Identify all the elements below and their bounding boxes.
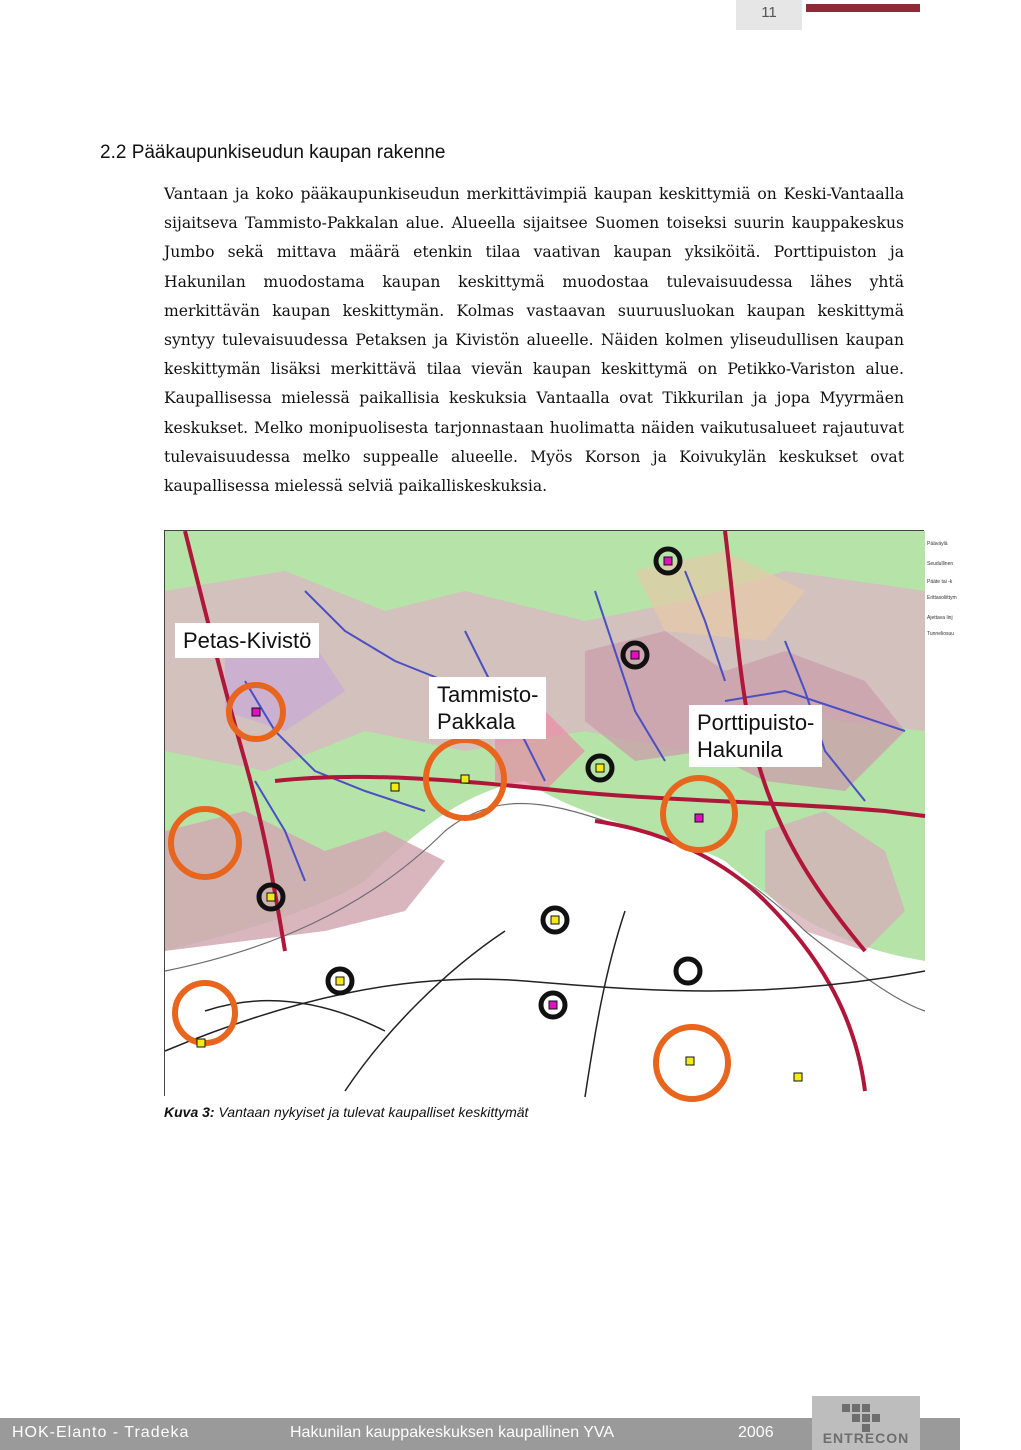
legend-item: Pääväylä [927,541,948,547]
entrecon-logo [812,1396,920,1450]
legend-item: Tunneliosuu [927,631,955,637]
footer-year: 2006 [738,1424,774,1441]
legend-item: Erittasoliittym [927,595,957,601]
logo-text: ENTRECON [822,1430,910,1446]
caption-text: Vantaan nykyiset ja tulevat kaupalliset keskittymät [218,1104,529,1120]
header-accent-bar [806,4,920,12]
legend-item: Seudullinen [927,561,954,567]
page-number: 11 [761,4,777,21]
label-porttipuisto-hakunila: Porttipuisto- Hakunila [689,705,822,767]
figure-caption [164,1104,528,1120]
body-paragraph: Vantaan ja koko pääkaupunkiseudun merkittävimpiä kaupan keskittymiä on Keski-Vantaalla sijaitseva Tammisto-Pakkalan alue. Alueella sijaitsee Suomen toiseksi suurin kauppakeskus Jumbo sekä mittava määrä etenkin tilaa vaativan kaupan yksiköitä. Porttipuiston ja Hakunilan muodostama kaupan keskittymä muodostaa tulevaisuudessa lähes yhtä merkittävän kaupan keskittymän. Kolmas vastaavan suuruusluokan kaupan keskittymä syntyy tulevaisuudessa Petaksen ja Kivistön alueelle. Näiden kolmen yliseudullisen kaupan keskittymän lisäksi merkittävä tilaa vievän kaupan keskittymä on Petikko-Variston alue. Kaupallisessa mielessä paikallisia keskuksia Vantaalla ovat Tikkurilan ja jopa Myyrmäen keskukset. Melko monipuolisesta tarjonnastaan huolimatta näiden vaikutusalueet rajautuvat tulevaisuudessa melko suppealle alueelle. Myös Korson ja Koivukylän keskukset ovat kaupallisessa mielessä selviä paikalliskeskuksia. [164,185,904,496]
legend-item: Ajettava linj [927,615,953,621]
section-heading: 2.2 Pääkaupunkiseudun kaupan rakenne [100,142,446,163]
footer-client: HOK-Elanto - Tradeka [12,1424,190,1441]
map-graphic [165,531,925,1097]
footer-title: Hakunilan kauppakeskuksen kaupallinen YVA [290,1424,615,1441]
map-legend [921,531,1021,651]
label-tammisto-pakkala: Tammisto- Pakkala [429,677,546,739]
legend-item: Pääte tai -k [927,579,953,585]
retail-map [164,530,957,1096]
label-petas-kivisto: Petas-Kivistö [175,623,319,658]
caption-label: Kuva 3: [164,1104,215,1120]
